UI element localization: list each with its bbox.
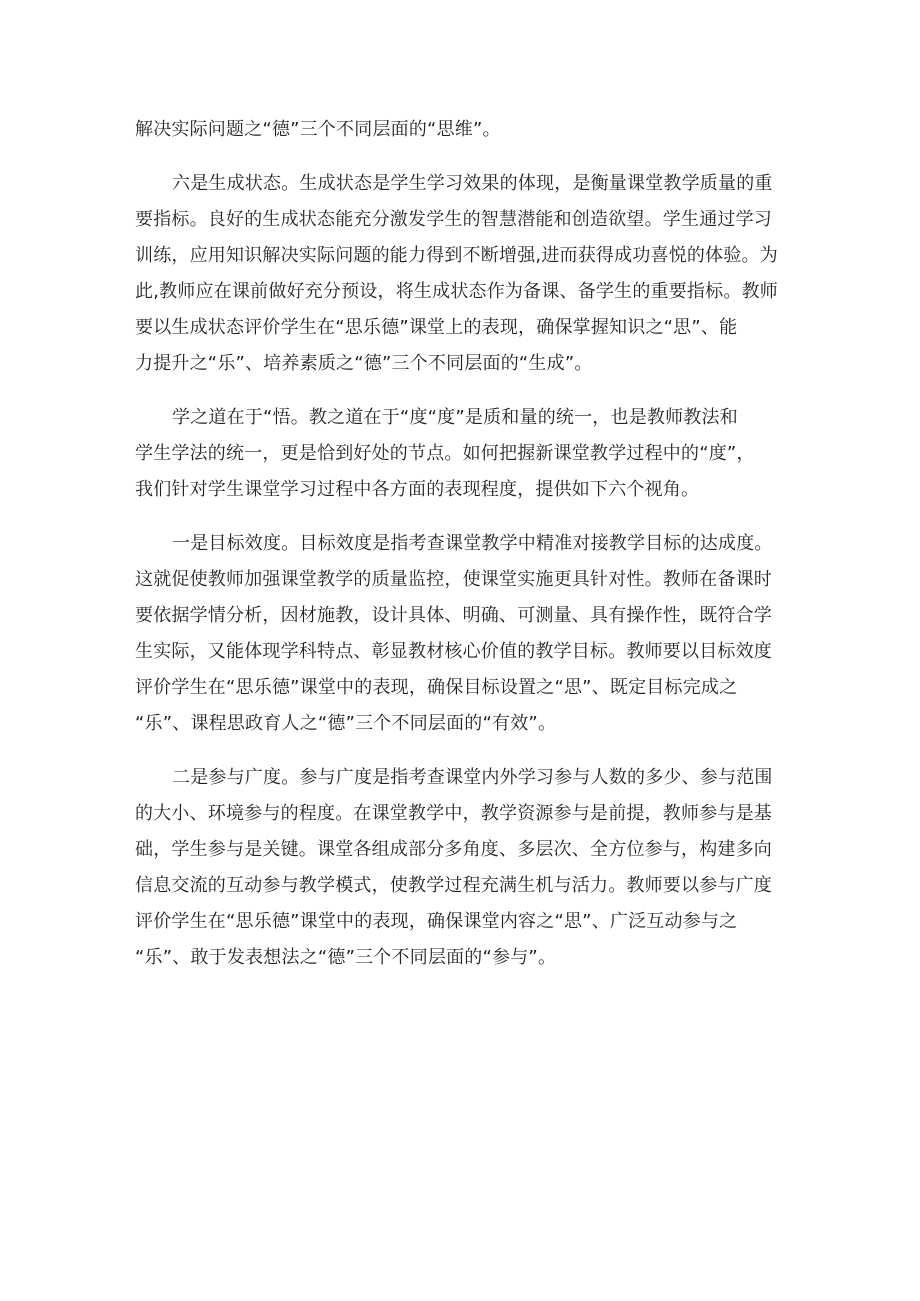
text-line: 此,教师应在课前做好充分预设，将生成状态作为备课、备学生的重要指标。教师 [135, 281, 778, 302]
text-line: 评价学生在“思乐德”课堂中的表现，确保课堂内容之“思”、广泛互动参与之 [135, 911, 738, 932]
text-line: “乐”、课程思政育人之“德”三个不同层面的“有效”。 [135, 713, 557, 734]
text-line: 训练，应用知识解决实际问题的能力得到不断增强,进而获得成功喜悦的体验。为 [135, 245, 778, 266]
text-line: 学之道在于“悟。教之道在于“度“度”是质和量的统一，也是教师教法和 [172, 407, 738, 428]
text-line: 要依据学情分析，因材施教，设计具体、明确、可测量、具有操作性，既符合学 [135, 605, 772, 626]
text-line: 要指标。良好的生成状态能充分激发学生的智慧潜能和创造欲望。学生通过学习 [135, 209, 772, 230]
paragraph-learning-way [135, 400, 799, 508]
paragraph-goal-effectiveness [135, 526, 799, 742]
text-line: 六是生成状态。生成状态是学生学习效果的体现，是衡量课堂教学质量的重 [172, 173, 773, 194]
text-line: 的大小、环境参与的程度。在课堂教学中，教学资源参与是前提，教师参与是基 [135, 803, 772, 824]
text-line: 力提升之“乐”、培养素质之“德”三个不同层面的“生成”。 [135, 353, 593, 374]
text-line: “乐”、敢于发表想法之“德”三个不同层面的“参与”。 [135, 947, 557, 968]
text-line: 学生学法的统一，更是恰到好处的节点。如何把握新课堂教学过程中的“度”， [135, 443, 755, 464]
paragraph-participation-breadth [135, 760, 799, 976]
text-line: 这就促使教师加强课堂教学的质量监控，使课堂实施更具针对性。教师在备课时 [135, 569, 772, 590]
text-line: 要以生成状态评价学生在“思乐德”课堂上的表现，确保掌握知识之“思”、能 [135, 317, 738, 338]
paragraph-generation-state [135, 166, 799, 382]
text-line: 解决实际问题之“德”三个不同层面的“思维”。 [135, 119, 501, 140]
text-line: 础，学生参与是关键。课堂各组成部分多角度、多层次、全方位参与，构建多向 [135, 839, 772, 860]
text-line: 评价学生在“思乐德”课堂中的表现，确保目标设置之“思”、既定目标完成之 [135, 677, 738, 698]
paragraph-continuation [135, 112, 799, 148]
text-line: 二是参与广度。参与广度是指考查课堂内外学习参与人数的多少、参与范围 [172, 767, 773, 788]
text-line: 我们针对学生课堂学习过程中各方面的表现程度，提供如下六个视角。 [135, 479, 700, 500]
document-body [135, 112, 799, 994]
text-line: 一是目标效度。目标效度是指考查课堂教学中精准对接教学目标的达成度。 [172, 533, 773, 554]
text-line: 生实际，又能体现学科特点、彰显教材核心价值的教学目标。教师要以目标效度 [135, 641, 772, 662]
text-line: 信息交流的互动参与教学模式，使教学过程充满生机与活力。教师要以参与广度 [135, 875, 772, 896]
